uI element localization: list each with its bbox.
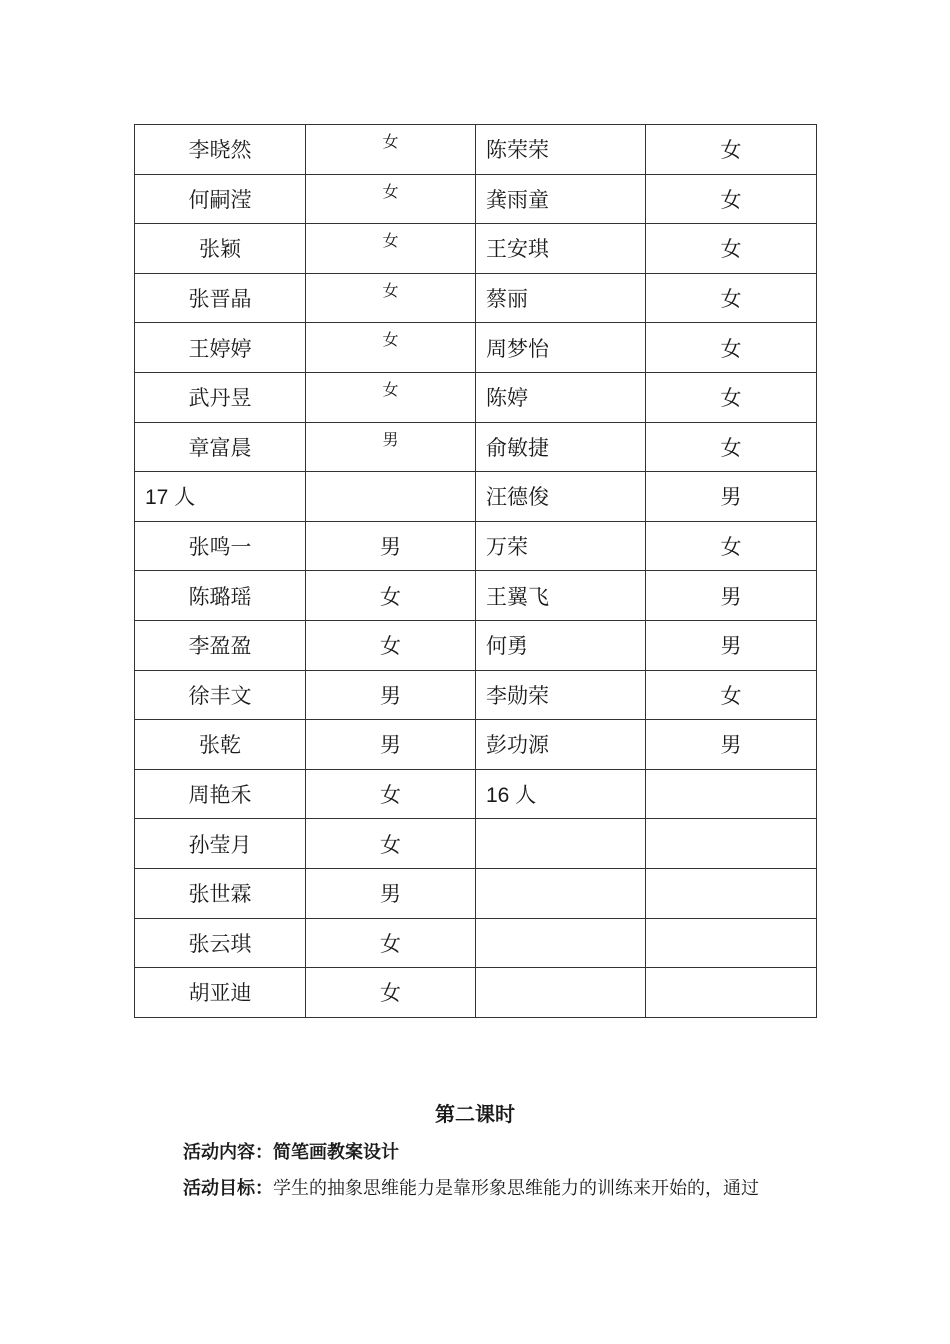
student-name-right: 陈荣荣 xyxy=(476,125,646,175)
activity-goal-line xyxy=(183,1174,759,1200)
student-gender-left xyxy=(306,472,476,522)
student-gender-left: 女 xyxy=(306,125,476,175)
student-gender-left: 男 xyxy=(306,720,476,770)
student-gender-right xyxy=(646,819,817,869)
table-row xyxy=(135,472,817,522)
student-gender-right: 男 xyxy=(646,472,817,522)
student-gender-right: 男 xyxy=(646,571,817,621)
table-row xyxy=(135,670,817,720)
student-roster-table xyxy=(134,124,817,1018)
table-row xyxy=(135,323,817,373)
table-row xyxy=(135,769,817,819)
student-name-right: 万荣 xyxy=(476,521,646,571)
student-gender-left: 女 xyxy=(306,174,476,224)
student-gender-left: 女 xyxy=(306,620,476,670)
table-row xyxy=(135,422,817,472)
table-row xyxy=(135,521,817,571)
student-name-right: 蔡丽 xyxy=(476,273,646,323)
student-name-right: 龚雨童 xyxy=(476,174,646,224)
student-gender-right: 男 xyxy=(646,620,817,670)
student-gender-right xyxy=(646,868,817,918)
table-row xyxy=(135,174,817,224)
activity-content-value: 简笔画教案设计 xyxy=(273,1142,399,1163)
student-name-right: 陈婷 xyxy=(476,372,646,422)
student-gender-right: 女 xyxy=(646,224,817,274)
student-name-left: 张乾 xyxy=(135,720,306,770)
table-row xyxy=(135,125,817,175)
student-name-right xyxy=(476,868,646,918)
student-name-left: 陈璐瑶 xyxy=(135,571,306,621)
student-gender-right: 女 xyxy=(646,422,817,472)
student-gender-left: 女 xyxy=(306,323,476,373)
activity-goal-value: 学生的抽象思维能力是靠形象思维能力的训练来开始的，通过 xyxy=(273,1178,759,1199)
student-name-left: 胡亚迪 xyxy=(135,968,306,1018)
group-count-left: 17 人 xyxy=(135,472,306,522)
student-gender-left: 男 xyxy=(306,521,476,571)
student-name-right: 王安琪 xyxy=(476,224,646,274)
student-gender-right: 女 xyxy=(646,372,817,422)
student-name-right xyxy=(476,918,646,968)
student-gender-left: 男 xyxy=(306,422,476,472)
table-row xyxy=(135,372,817,422)
student-name-right: 汪德俊 xyxy=(476,472,646,522)
student-name-left: 章富晨 xyxy=(135,422,306,472)
group-count-right: 16 人 xyxy=(476,769,646,819)
student-gender-left: 女 xyxy=(306,224,476,274)
student-gender-left: 女 xyxy=(306,769,476,819)
student-name-left: 周艳禾 xyxy=(135,769,306,819)
student-name-left: 张云琪 xyxy=(135,918,306,968)
table-row xyxy=(135,819,817,869)
roster-body xyxy=(135,125,817,1018)
table-row xyxy=(135,224,817,274)
student-gender-right xyxy=(646,968,817,1018)
student-gender-left: 女 xyxy=(306,571,476,621)
table-row xyxy=(135,968,817,1018)
table-row xyxy=(135,571,817,621)
student-gender-right: 女 xyxy=(646,521,817,571)
student-gender-right: 男 xyxy=(646,720,817,770)
student-name-right: 何勇 xyxy=(476,620,646,670)
student-name-left: 张世霖 xyxy=(135,868,306,918)
student-name-left: 张鸣一 xyxy=(135,521,306,571)
student-name-right: 王翼飞 xyxy=(476,571,646,621)
table-row xyxy=(135,918,817,968)
student-name-left: 王婷婷 xyxy=(135,323,306,373)
lesson-title: 第二课时 xyxy=(435,1102,515,1126)
student-gender-left: 女 xyxy=(306,372,476,422)
student-name-right: 周梦怡 xyxy=(476,323,646,373)
student-name-left: 武丹昱 xyxy=(135,372,306,422)
student-gender-left: 女 xyxy=(306,918,476,968)
student-name-right xyxy=(476,968,646,1018)
student-gender-right: 女 xyxy=(646,273,817,323)
student-name-left: 李盈盈 xyxy=(135,620,306,670)
student-name-left: 张颖 xyxy=(135,224,306,274)
student-gender-right: 女 xyxy=(646,174,817,224)
student-name-left: 孙莹月 xyxy=(135,819,306,869)
activity-content-label: 活动内容： xyxy=(183,1142,273,1163)
student-name-right: 李勋荣 xyxy=(476,670,646,720)
student-gender-left: 女 xyxy=(306,968,476,1018)
student-name-left: 何嗣滢 xyxy=(135,174,306,224)
student-gender-right xyxy=(646,918,817,968)
activity-goal-label: 活动目标： xyxy=(183,1178,273,1199)
student-name-left: 徐丰文 xyxy=(135,670,306,720)
table-row xyxy=(135,620,817,670)
student-name-right: 俞敏捷 xyxy=(476,422,646,472)
student-name-left: 张晋晶 xyxy=(135,273,306,323)
student-gender-left: 女 xyxy=(306,819,476,869)
student-gender-right xyxy=(646,769,817,819)
student-gender-left: 男 xyxy=(306,868,476,918)
student-gender-right: 女 xyxy=(646,670,817,720)
activity-content-line xyxy=(183,1138,399,1164)
student-gender-right: 女 xyxy=(646,323,817,373)
student-gender-left: 男 xyxy=(306,670,476,720)
student-gender-left: 女 xyxy=(306,273,476,323)
student-gender-right: 女 xyxy=(646,125,817,175)
student-name-right: 彭功源 xyxy=(476,720,646,770)
student-name-left: 李晓然 xyxy=(135,125,306,175)
table-row xyxy=(135,273,817,323)
student-name-right xyxy=(476,819,646,869)
table-row xyxy=(135,868,817,918)
table-row xyxy=(135,720,817,770)
